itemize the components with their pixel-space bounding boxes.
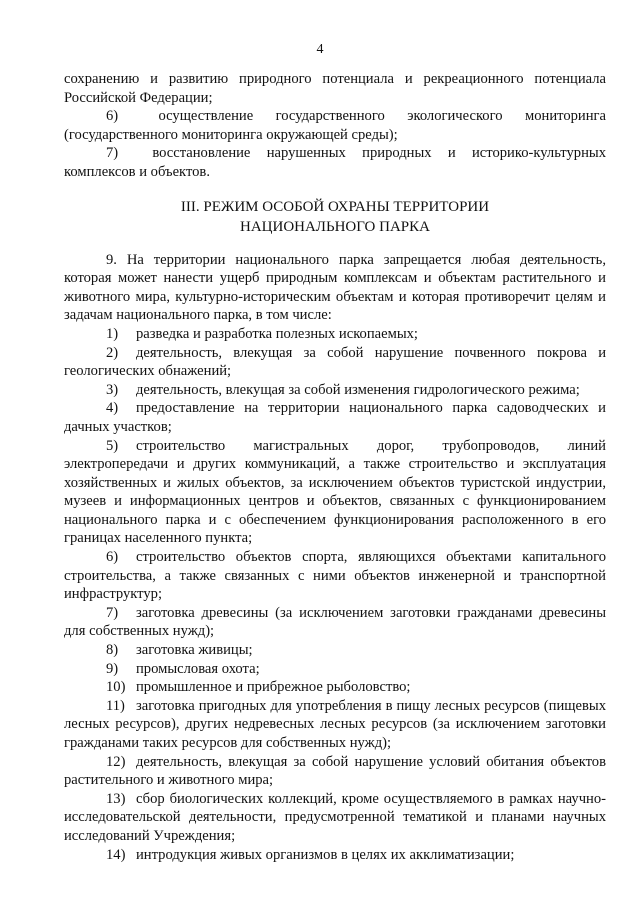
list-item: [64, 344, 606, 381]
item-number: 3): [106, 381, 119, 398]
section-heading-line1: III. РЕЖИМ ОСОБОЙ ОХРАНЫ ТЕРРИТОРИИ: [180, 198, 490, 215]
item-text: деятельность, влекущая за собой нарушение почвенного покрова и геологических обнажений;: [64, 344, 606, 380]
list-item: [64, 381, 606, 400]
item-number: 1): [106, 325, 119, 342]
item-number: 11): [106, 697, 125, 714]
item-text: деятельность, влекущая за собой изменения гидрологического режима;: [136, 381, 580, 398]
item-text: заготовка древесины (за исключением заготовки гражданами древесины для собственных нужд);: [64, 604, 606, 640]
item-number: 2): [106, 344, 119, 361]
list-item: [64, 790, 606, 846]
item-text: заготовка живицы;: [136, 642, 253, 659]
item-number: 6): [106, 108, 119, 125]
item-number: 9): [106, 660, 119, 677]
list-item: [64, 399, 606, 436]
continuation-paragraph: [64, 70, 606, 107]
list-item: [64, 678, 606, 697]
item-text: деятельность, влекущая за собой нарушение условий обитания объектов растительного и животного мира;: [64, 753, 606, 789]
item-number: 7): [106, 604, 119, 621]
list-item: [64, 697, 606, 753]
paragraph-text: сохранению и развитию природного потенциала и рекреационного потенциала Российской Федерации;: [64, 71, 606, 106]
list-item: [64, 437, 606, 549]
list-item: [64, 548, 606, 604]
item-text: строительство объектов спорта, являющихся объектами капитального строительства, а также связанных с ними объектов инженерной и транспортной инфраструктур;: [64, 549, 606, 603]
item-number: 10): [106, 679, 126, 696]
item-number: 7): [106, 145, 119, 162]
list-item: [64, 107, 606, 144]
list-item: [64, 641, 606, 660]
item-text: разведка и разработка полезных ископаемых;: [136, 325, 418, 342]
item-text: заготовка пригодных для употребления в пищу лесных ресурсов (пищевых лесных ресурсов), других недревесных лесных ресурсов (за исключением заготовки гражданами таких ресурсов для собственных нужд);: [64, 697, 606, 751]
list-item: [64, 753, 606, 790]
item-text: сбор биологических коллекций, кроме осуществляемого в рамках научно-исследовательской деятельности, предусмотренной тематикой и планами научных исследований Учреждения;: [64, 790, 606, 844]
section-heading-line2: НАЦИОНАЛЬНОГО ПАРКА: [239, 218, 430, 235]
item-text: предоставление на территории национального парка садоводческих и дачных участков;: [64, 400, 606, 435]
page-number: 4: [316, 42, 324, 57]
item-number: 6): [106, 549, 119, 566]
item-number: 4): [106, 400, 119, 417]
item-number: 12): [106, 753, 126, 770]
section-heading: [64, 197, 606, 237]
list-item: [64, 846, 606, 865]
list-item: [64, 604, 606, 641]
item-text: строительство магистральных дорог, трубопроводов, линий электропередачи и других коммуникаций, а также строительство и эксплуатация хозяйственных и жилых объектов, за исключением объектов туристской индустрии, музеев и информационных центров и объектов, связанных с функционированием национального парка и с обеспечением функционирования расположенного в его границах населенного пункта;: [64, 437, 606, 547]
list-item: [64, 325, 606, 344]
document-body: [64, 70, 606, 864]
item-text: восстановление нарушенных природных и историко-культурных комплексов и объектов.: [64, 145, 606, 180]
item-number: 5): [106, 437, 119, 454]
item-text: промышленное и прибрежное рыболовство;: [136, 679, 411, 696]
prohibited-activities-list: [64, 325, 606, 864]
item-number: 8): [106, 642, 119, 659]
list-item: [64, 144, 606, 181]
item-text: осуществление государственного экологического мониторинга (государственного мониторинга окружающей среды);: [64, 108, 606, 143]
item-number: 14): [106, 846, 126, 863]
item-number: 13): [106, 790, 126, 807]
list-item: [64, 660, 606, 679]
item-text: промысловая охота;: [136, 660, 260, 677]
item-text: интродукция живых организмов в целях их акклиматизации;: [136, 846, 515, 863]
clause-9-intro: 9. На территории национального парка запрещается любая деятельность, которая может нанести ущерб природным комплексам и объектам растительного и животного мира, культурно-историческим объектам и которая противоречит целям и задачам национального парка, в том числе:: [64, 251, 606, 324]
